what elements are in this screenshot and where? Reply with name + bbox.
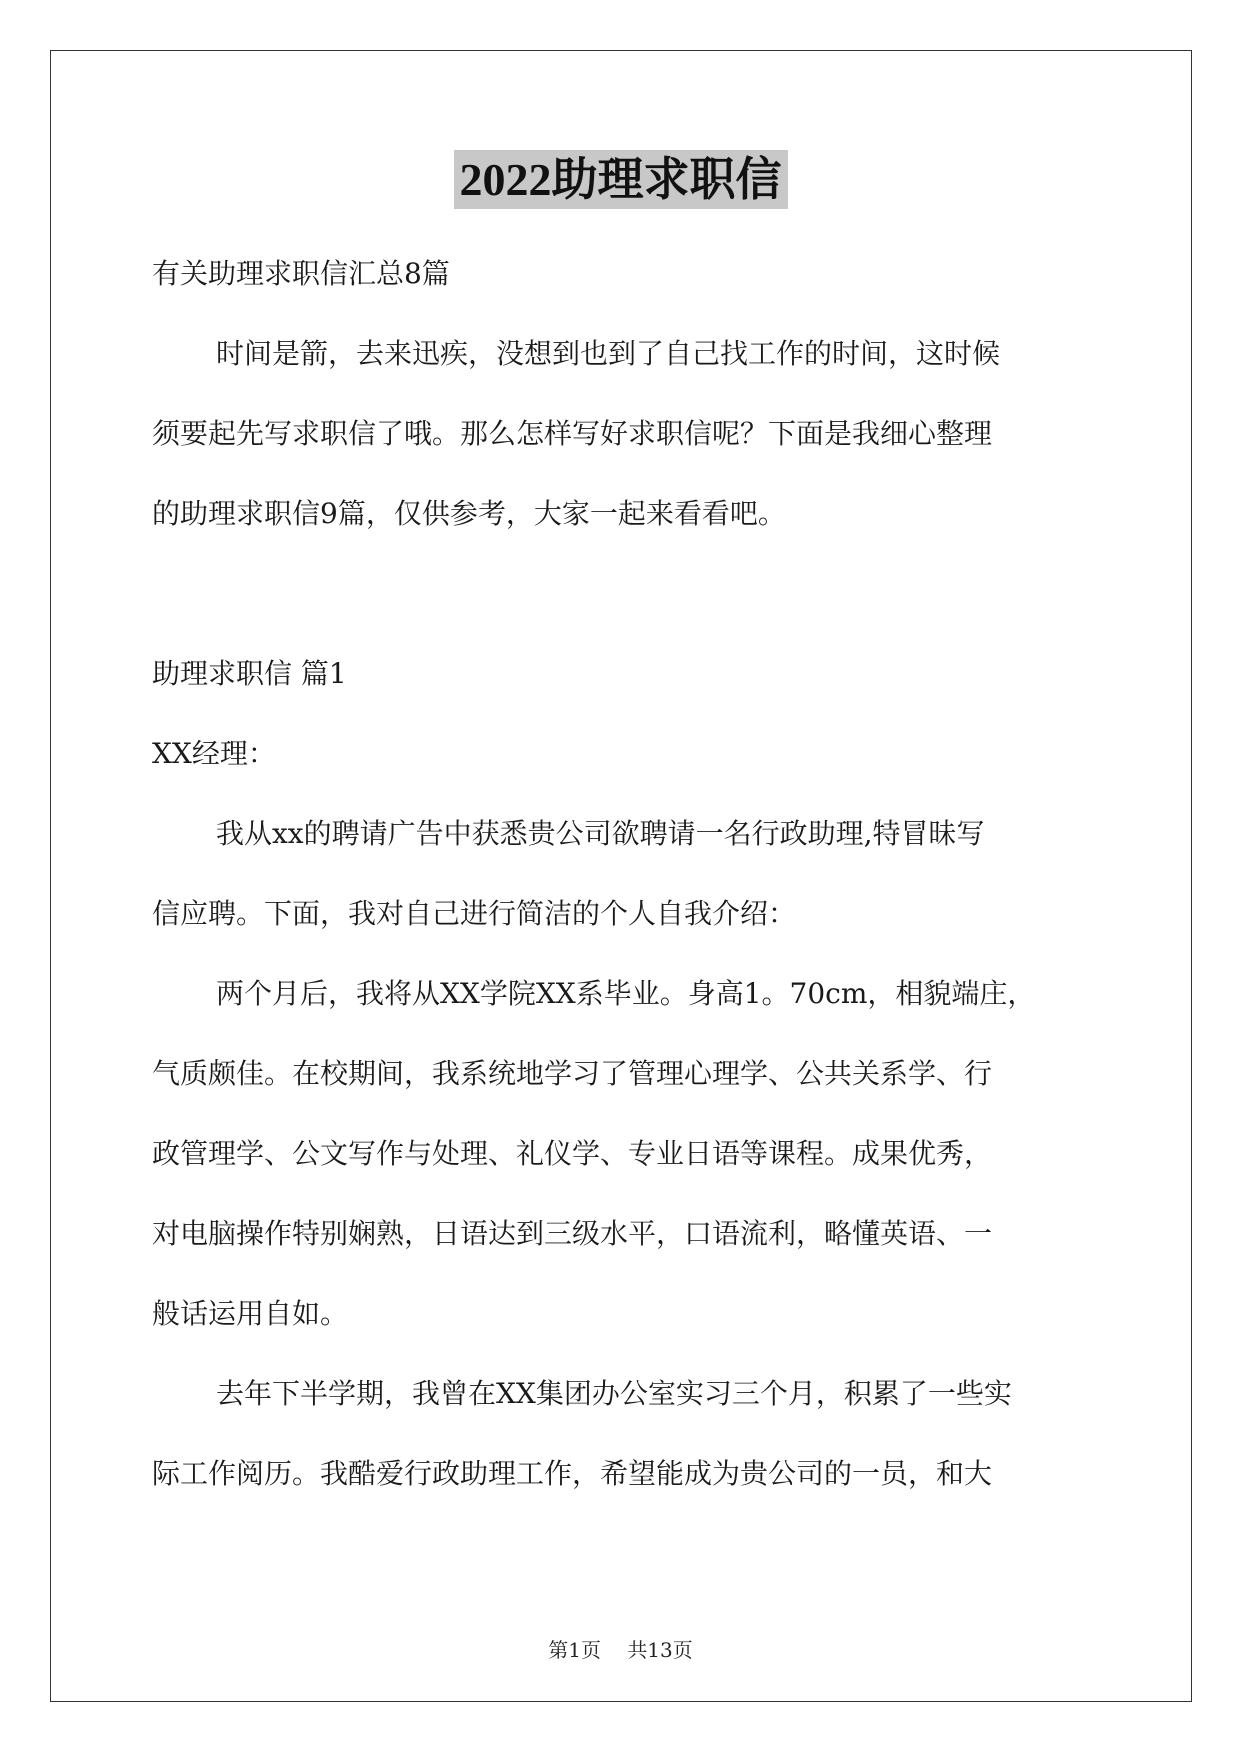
- paragraph-line: 时间是箭，去来迅疾，没想到也到了自己找工作的时间，这时候: [216, 337, 1001, 370]
- title-container: [0, 150, 1241, 209]
- page-footer: [0, 1634, 1241, 1663]
- paragraph-line: 我从xx的聘请广告中获悉贵公司欲聘请一名行政助理,特冒昧写: [216, 817, 985, 850]
- paragraph-line: 须要起先写求职信了哦。那么怎样写好求职信呢？下面是我细心整理: [152, 417, 993, 450]
- page-total: 共13页: [627, 1638, 693, 1662]
- paragraph-line: 般话运用自如。: [152, 1297, 349, 1330]
- paragraph-line: 政管理学、公文写作与处理、礼仪学、专业日语等课程。成果优秀，: [152, 1137, 993, 1170]
- paragraph-line: 去年下半学期，我曾在XX集团办公室实习三个月，积累了一些实: [216, 1377, 1012, 1410]
- document-subtitle: 有关助理求职信汇总8篇: [152, 257, 450, 290]
- paragraph-line: 际工作阅历。我酷爱行政助理工作，希望能成为贵公司的一员，和大: [152, 1457, 993, 1490]
- paragraph-line: 气质颇佳。在校期间，我系统地学习了管理心理学、公共关系学、行: [152, 1057, 993, 1090]
- section-heading: 助理求职信 篇1: [152, 657, 347, 690]
- paragraph-line: 的助理求职信9篇，仅供参考，大家一起来看看吧。: [152, 497, 786, 530]
- spacer: [152, 554, 1092, 634]
- page-number: 第1页: [548, 1638, 601, 1662]
- document-title: 2022助理求职信: [454, 150, 788, 209]
- document-body: [152, 234, 1092, 1514]
- salutation: XX经理：: [152, 737, 276, 770]
- paragraph-line: 信应聘。下面，我对自己进行简洁的个人自我介绍：: [152, 897, 797, 930]
- paragraph-line: 两个月后，我将从XX学院XX系毕业。身高1。70cm，相貌端庄，: [216, 977, 1036, 1010]
- paragraph-line: 对电脑操作特别娴熟，日语达到三级水平，口语流利，略懂英语、一: [152, 1217, 993, 1250]
